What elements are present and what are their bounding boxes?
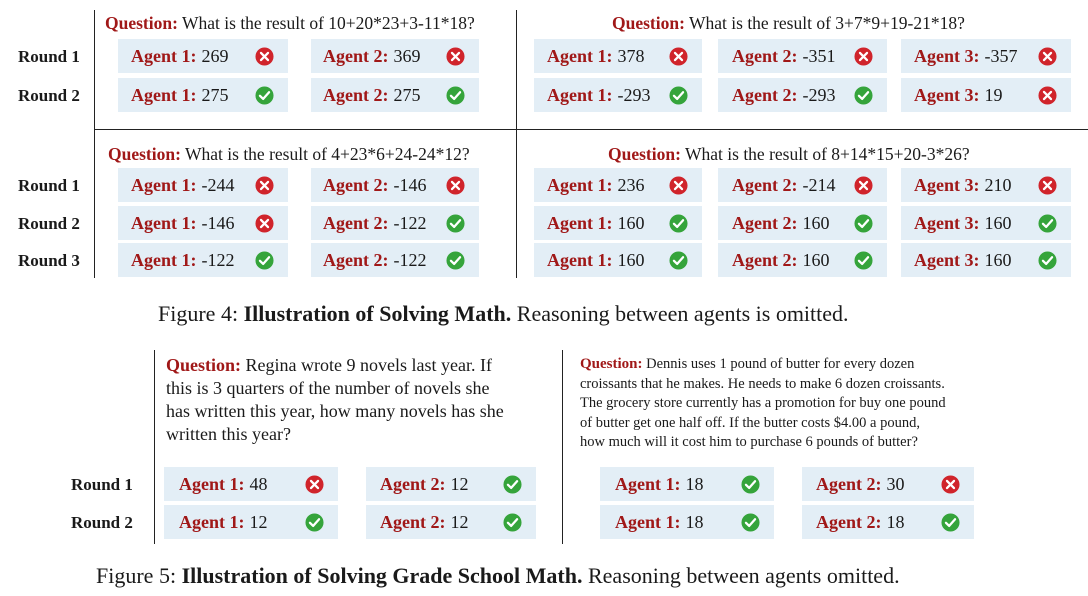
agent-answer: Agent 3: 160 (901, 206, 1071, 240)
agent-answer: Agent 3: 210 (901, 168, 1071, 202)
agent-answer: Agent 3: -357 (901, 39, 1071, 73)
cross-icon (255, 176, 274, 195)
agent-answer: Agent 2: 30 (802, 467, 974, 501)
agent-answer: Agent 2: 275 (311, 78, 479, 112)
divider-center (516, 10, 517, 129)
check-icon (854, 214, 873, 233)
agent-answer: Agent 2: 12 (366, 505, 536, 539)
agent-answer: Agent 1: 236 (534, 168, 702, 202)
check-icon (446, 86, 465, 105)
agent-answer: Agent 1: 12 (164, 505, 338, 539)
round-label: Round 1 (18, 47, 80, 66)
agent-answer: Agent 1: -244 (118, 168, 288, 202)
divider-center (562, 350, 563, 544)
cross-icon (255, 47, 274, 66)
divider-horizontal (94, 129, 1088, 130)
agent-answer: Agent 1: 269 (118, 39, 288, 73)
round-label: Round 1 (71, 475, 133, 494)
agent-answer: Agent 1: -146 (118, 206, 288, 240)
check-icon (669, 251, 688, 270)
question-4: Question: What is the result of 8+14*15+20-3*26? (608, 144, 970, 164)
check-icon (741, 475, 760, 494)
question-1: Question: What is the result of 10+20*23+3-11*18? (105, 13, 475, 33)
question-3: Question: What is the result of 4+23*6+24-24*12? (108, 144, 470, 164)
agent-answer: Agent 2: 369 (311, 39, 479, 73)
question-5: Question: Regina wrote 9 novels last year. If this is 3 quarters of the number of novels she has written this year, how many novels has she written this year? (166, 355, 504, 444)
check-icon (255, 86, 274, 105)
check-icon (503, 475, 522, 494)
check-icon (255, 251, 274, 270)
question-6: Question: Dennis uses 1 pound of butter for every dozen croissants that he makes. He needs to make 6 dozen croissants. The grocery store currently has a promotion for buy one pound of butter get one half off. If the butter costs $4.00 a pound, how much will it cost him to purchase 6 pounds of butter? (580, 356, 946, 450)
cross-icon (1038, 86, 1057, 105)
check-icon (854, 86, 873, 105)
agent-answer: Agent 2: 18 (802, 505, 974, 539)
agent-answer: Agent 1: -293 (534, 78, 702, 112)
cross-icon (854, 47, 873, 66)
cross-icon (941, 475, 960, 494)
agent-answer: Agent 2: -122 (311, 206, 479, 240)
check-icon (669, 214, 688, 233)
cross-icon (1038, 176, 1057, 195)
agent-answer: Agent 2: 160 (718, 243, 887, 277)
agent-answer: Agent 1: 160 (534, 243, 702, 277)
divider-left (154, 350, 155, 544)
check-icon (305, 513, 324, 532)
agent-answer: Agent 3: 160 (901, 243, 1071, 277)
check-icon (503, 513, 522, 532)
agent-answer: Agent 1: 275 (118, 78, 288, 112)
cross-icon (305, 475, 324, 494)
agent-answer: Agent 1: 48 (164, 467, 338, 501)
round-label: Round 2 (18, 214, 80, 233)
cross-icon (669, 176, 688, 195)
check-icon (741, 513, 760, 532)
divider-center-lower (516, 129, 517, 278)
agent-answer: Agent 2: 160 (718, 206, 887, 240)
agent-answer: Agent 2: -293 (718, 78, 887, 112)
check-icon (446, 214, 465, 233)
check-icon (669, 86, 688, 105)
figure-4-caption: Figure 4: Illustration of Solving Math. Reasoning between agents is omitted. (158, 301, 849, 326)
agent-answer: Agent 2: -214 (718, 168, 887, 202)
agent-answer: Agent 2: -146 (311, 168, 479, 202)
check-icon (1038, 251, 1057, 270)
agent-answer: Agent 2: -351 (718, 39, 887, 73)
check-icon (854, 251, 873, 270)
round-label: Round 3 (18, 251, 80, 270)
question-2: Question: What is the result of 3+7*9+19-21*18? (612, 13, 965, 33)
round-label: Round 1 (18, 176, 80, 195)
check-icon (446, 251, 465, 270)
agent-answer: Agent 1: 18 (600, 467, 774, 501)
cross-icon (446, 176, 465, 195)
cross-icon (854, 176, 873, 195)
cross-icon (255, 214, 274, 233)
cross-icon (669, 47, 688, 66)
figure-5-caption: Figure 5: Illustration of Solving Grade School Math. Reasoning between agents omitted. (96, 563, 900, 588)
agent-answer: Agent 1: 160 (534, 206, 702, 240)
agent-answer: Agent 1: 378 (534, 39, 702, 73)
agent-answer: Agent 2: -122 (311, 243, 479, 277)
agent-answer: Agent 1: 18 (600, 505, 774, 539)
round-label: Round 2 (71, 513, 133, 532)
cross-icon (446, 47, 465, 66)
agent-answer: Agent 3: 19 (901, 78, 1071, 112)
agent-answer: Agent 1: -122 (118, 243, 288, 277)
cross-icon (1038, 47, 1057, 66)
check-icon (941, 513, 960, 532)
check-icon (1038, 214, 1057, 233)
round-label: Round 2 (18, 86, 80, 105)
agent-answer: Agent 2: 12 (366, 467, 536, 501)
divider-left (94, 10, 95, 278)
